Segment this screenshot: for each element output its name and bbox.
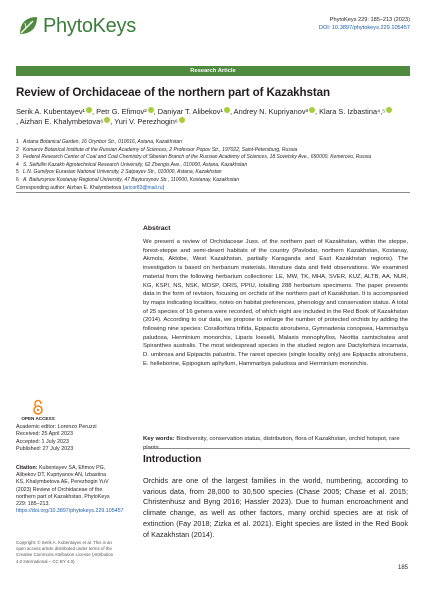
affiliations xyxy=(16,139,410,192)
citation-block xyxy=(16,465,124,515)
received-date: Received: 25 April 2023 xyxy=(16,431,73,438)
affiliation-text: A. Baitursynov Kostanay Regional University, 47 Baytursynov Str., 110000, Kostanay, Kazakhstan xyxy=(23,176,240,183)
affiliation xyxy=(16,154,410,162)
corresponding-email-link[interactable]: aricor83@mail.ru xyxy=(124,184,163,191)
affiliation xyxy=(16,169,410,177)
keywords-text: Biodiversity, conservation status, distribution, flora of Kazakhstan, orchid hotspot, rare plants xyxy=(143,436,400,451)
academic-editor: Academic editor: Lorenzo Peruzzi xyxy=(16,424,97,430)
orcid-icon[interactable] xyxy=(179,117,185,123)
orcid-icon[interactable] xyxy=(86,107,92,113)
affiliation xyxy=(16,162,410,170)
affiliation-number: 3 xyxy=(16,154,19,161)
journal-logo[interactable] xyxy=(16,14,136,38)
open-access-label: OPEN ACCESS xyxy=(21,416,55,421)
introduction-heading: Introduction xyxy=(143,454,202,465)
keywords-label: Key words: xyxy=(143,436,175,442)
affiliation-text: Astana Botanical Garden, 16 Orynbor Str., 010016, Astana, Kazakhstan xyxy=(23,139,182,145)
article-dates xyxy=(16,424,112,453)
affiliation xyxy=(16,147,410,155)
citation-label: Citation: xyxy=(16,465,38,471)
published-date: Published: 27 July 2023 xyxy=(16,445,74,452)
orcid-icon[interactable] xyxy=(224,107,230,113)
affiliation-number: 2 xyxy=(16,146,19,153)
orcid-icon[interactable] xyxy=(309,107,315,113)
doi-link[interactable]: DOI: 10.3897/phytokeys.229.105457 xyxy=(318,25,410,31)
orcid-icon[interactable] xyxy=(104,117,110,123)
orcid-icon[interactable] xyxy=(386,107,392,113)
journal-meta xyxy=(319,16,410,32)
page-number: 185 xyxy=(397,565,408,571)
open-access-badge xyxy=(16,399,60,421)
affiliation-number: 4 xyxy=(16,161,19,168)
divider xyxy=(16,192,410,193)
article-type-banner: Research Article xyxy=(16,66,410,76)
introduction-text: Orchids are one of the largest families in the world, numbering, according to various data, from 28,000 to 30,500 species (Chase 2005; Chase et al. 2015; Christenhusz and Byng 2016; Hassler 2023). Due to human encroachment and climate change, as well as other factors, many orchid species are at risk of extinction (Fay 2018; Zizka et al. 2021). Eight species are listed in the Red Book of Kazakhstan (2014). xyxy=(143,476,408,539)
author-name[interactable]: Serik A. Kubentayev¹ xyxy=(16,107,86,116)
affiliation-text: L.N. Gumilyov Eurasian National University, 2 Satpayev Str., 010000, Astana, Kazakhstan xyxy=(23,169,222,176)
affiliation xyxy=(16,139,410,147)
open-lock-icon xyxy=(32,399,44,415)
corresponding-label: Corresponding author: Aizhan E. Khalymbetova ( xyxy=(16,184,125,191)
citation-text: Kubentayev SA, Efimov PG, Alibekov DT, Kupriyanov AN, Izbastina KS, Khalymbetova AE, Perezhogin YuV (2023) Review of Orchidaceae of the northern part of Kazakhstan. PhytoKeys 229: 185–213. xyxy=(16,465,110,508)
corresponding-close: ) xyxy=(162,184,165,191)
accepted-date: Accepted: 1 July 2023 xyxy=(16,438,70,445)
author-name[interactable]: Aizhan E. Khalymbetova⁶ xyxy=(19,117,104,127)
divider xyxy=(143,448,410,449)
citation-link[interactable]: https://doi.org/10.3897/phytokeys.229.105457 xyxy=(16,508,124,515)
affiliation-text: Federal Research Center of Coal and Coal Chemistry of Siberian Branch of the Russian Academy of Sciences, 18 Sovetsky Ave., 650000, Kemerovo, Russia xyxy=(23,154,372,161)
author-list: Serik A. Kubentayev¹ , Petr G. Efimov² , Daniyar T. Alibekov¹ , Andrey N. Kupriyanov³ , Klara S. Izbastina⁴,⁵, Aizhan E. Khalymbetova⁶ , Yuri V. Perezhogin⁶ xyxy=(16,107,394,128)
author-name[interactable]: Klara S. Izbastina⁴,⁵ xyxy=(319,107,386,116)
abstract-heading: Abstract xyxy=(143,225,171,232)
copyright-notice: Copyright: © Serik A. Kubentayev et al. This is an open access article distributed under terms of the Creative Commons Attribution License (Attribution 4.0 International – CC BY 4.0). xyxy=(16,540,114,564)
journal-citation: PhytoKeys 229: 185–213 (2023) xyxy=(329,17,410,23)
affiliation-number: 1 xyxy=(16,139,19,145)
keywords xyxy=(143,435,408,452)
article-title: Review of Orchidaceae of the northern part of Kazakhstan xyxy=(16,86,330,99)
affiliation-text: Komarov Botanical Institute of the Russian Academy of Sciences, 2 Professor Popov Str., 197022, Saint-Petersburg, Russia xyxy=(23,146,298,153)
affiliation xyxy=(16,177,410,185)
journal-header xyxy=(16,10,410,58)
abstract-text: We present a review of Orchidaceae Juss. of the northern part of Kazakhstan, within the steppe, forest-steppe and semi-desert habitats of the country (Pavlodar, northern Kazakhstan, Kostanay, Akmola, Aktobe, West Kazakhstan, partially Karaganda and East Kazakhstan regions). The investigation is based on herbarium materials, literature data and field observations. We examined material from the following herbarium collections: LE, MW, TK, MHA, SVER, KUZ, ALTB, AA, NUR, KG, KSPI, NS, NSK, MOSP, ORIS, PPIU, totalling 288 herbarium specimens. The paper presents data in the form of revision, focusing on orchids of the northern part of Kazakhstan. It is accompanied by maps indicating localities, notes on habitat preferences, phenology and conservation status. A total of 25 species of 16 genera were recorded, of which eight are included in the Red Book of Kazakhstan (2014). According to our data, we propose to enlarge the number of protected orchids by adding the following nine species: Corallorhiza trifida, Epipactis atrorubens, Gymnadenia conopsea, Hammarbya paludosa, Herminium monorchis, Liparis loeselii, Malaxis monophyllos, Neottia camtschatea and Spiranthes australis. The most widespread species in the studied region are Dactylorhiza incarnata, D. umbrosa and Epipactis palustris. The rarest species (single locality only) are Epipactis atrorubens, E. helleborine, Epipogium aphyllum, Hammarbya paludosa and Herminium monorchis. xyxy=(143,239,408,367)
author-name[interactable]: Petr G. Efimov² xyxy=(96,107,147,116)
affiliation-number: 5 xyxy=(16,169,19,176)
leaf-logo-icon xyxy=(16,14,40,38)
orcid-icon[interactable] xyxy=(148,107,154,113)
author-name[interactable]: Andrey N. Kupriyanov³ xyxy=(233,107,309,116)
affiliation-text: S. Seifullin Kazakh Agrotechnical Research University, 62 Zhengis Ave., 010000, Astana, Kazakhstan xyxy=(23,161,248,168)
author-name[interactable]: Yuri V. Perezhogin⁶ xyxy=(114,117,178,127)
author-name[interactable]: Daniyar T. Alibekov¹ xyxy=(157,107,223,116)
journal-name: PhytoKeys xyxy=(43,14,136,37)
affiliation-number: 6 xyxy=(16,176,19,183)
